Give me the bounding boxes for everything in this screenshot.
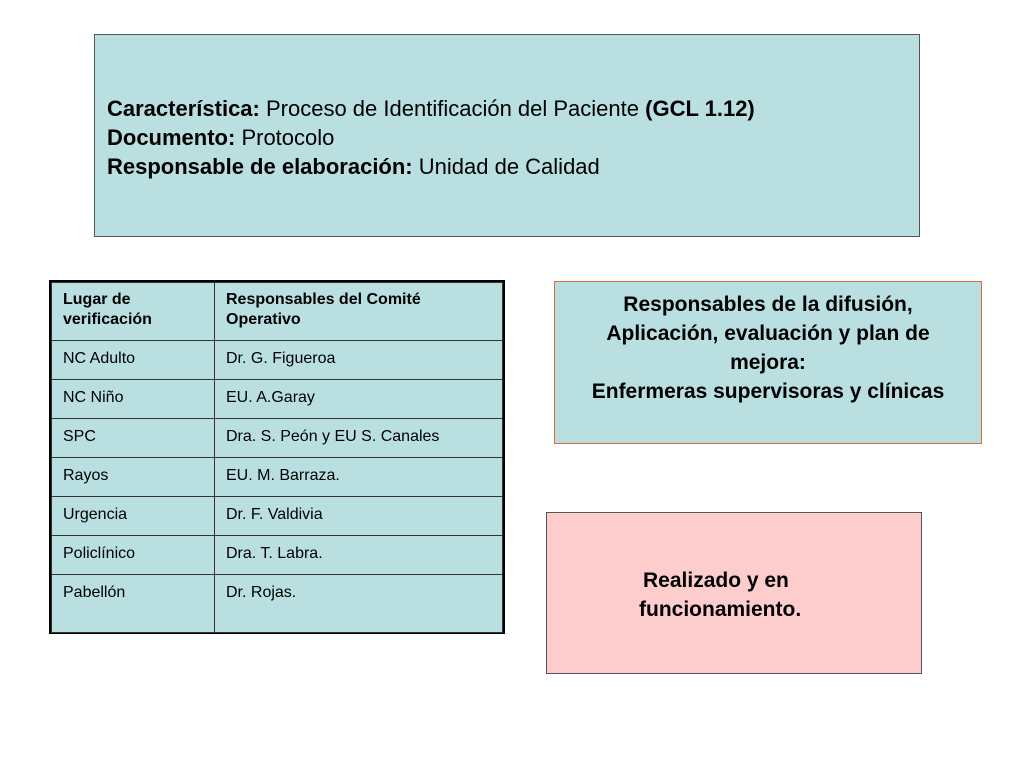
table-cell-place: SPC — [52, 419, 215, 458]
verification-table-wrapper — [49, 280, 505, 634]
table-cell-place: Urgencia — [52, 497, 215, 536]
table-cell-place: NC Adulto — [52, 341, 215, 380]
responsible-label: Responsable de elaboración: — [107, 154, 413, 179]
table-row — [52, 458, 503, 497]
table-row — [52, 380, 503, 419]
status-line-1: Realizado y en — [643, 569, 789, 592]
table-cell-responsible: Dr. G. Figueroa — [215, 341, 503, 380]
table-cell-responsible: EU. A.Garay — [215, 380, 503, 419]
characteristic-line — [107, 94, 919, 123]
table-row — [52, 341, 503, 380]
column-header-place: Lugar de verificación — [52, 283, 215, 341]
responsible-value: Unidad de Calidad — [412, 154, 600, 179]
table-cell-place: NC Niño — [52, 380, 215, 419]
document-info-box — [94, 34, 920, 237]
table-row — [52, 536, 503, 575]
table-row — [52, 575, 503, 633]
table-row — [52, 419, 503, 458]
table-cell-responsible: Dr. F. Valdivia — [215, 497, 503, 536]
table-cell-responsible: Dr. Rojas. — [215, 575, 503, 633]
document-value: Protocolo — [235, 125, 335, 150]
table-cell-responsible: Dra. S. Peón y EU S. Canales — [215, 419, 503, 458]
characteristic-value: Proceso de Identificación del Paciente — [259, 96, 646, 121]
document-label: Documento: — [107, 125, 236, 150]
table-cell-place: Policlínico — [52, 536, 215, 575]
status-box — [546, 512, 922, 674]
characteristic-label: Característica: — [107, 96, 260, 121]
table-cell-responsible: Dra. T. Labra. — [215, 536, 503, 575]
table-cell-responsible: EU. M. Barraza. — [215, 458, 503, 497]
diffusion-line-4: Enfermeras supervisoras y clínicas — [591, 380, 945, 403]
table-header-row — [52, 283, 503, 341]
table-cell-place: Rayos — [52, 458, 215, 497]
diffusion-responsibles-box — [554, 281, 982, 444]
table-row — [52, 497, 503, 536]
diffusion-line-3: mejora: — [730, 351, 806, 374]
responsible-line — [107, 152, 919, 181]
status-line-2: funcionamiento. — [639, 598, 802, 621]
document-line — [107, 123, 919, 152]
diffusion-line-2: Aplicación, evaluación y plan de — [606, 322, 930, 345]
table-cell-place: Pabellón — [52, 575, 215, 633]
verification-table — [51, 282, 503, 633]
diffusion-line-1: Responsables de la difusión, — [623, 293, 913, 316]
characteristic-code: (GCL 1.12) — [645, 96, 755, 121]
column-header-responsibles: Responsables del Comité Operativo — [215, 283, 503, 341]
